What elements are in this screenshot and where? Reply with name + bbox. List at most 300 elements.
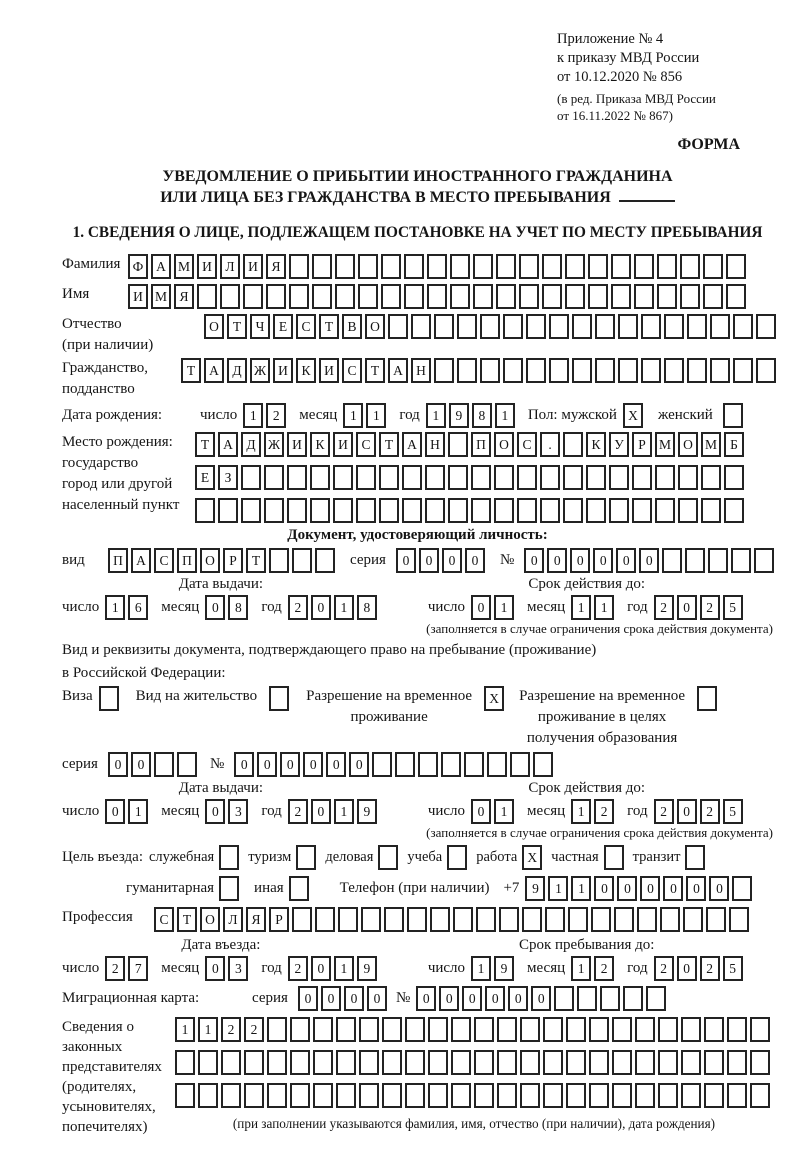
cell[interactable]: Е [273,314,293,339]
cell[interactable]: 1 [571,956,591,981]
cell[interactable]: О [678,432,698,457]
cell[interactable] [464,752,484,777]
cell[interactable] [220,284,240,309]
cell[interactable]: Л [223,907,243,932]
cell[interactable]: 0 [257,752,277,777]
purpose-transit-checkbox[interactable] [685,845,708,870]
cell[interactable] [496,284,516,309]
cell[interactable]: 9 [525,876,545,901]
cell[interactable] [503,358,523,383]
cell[interactable] [451,1050,471,1075]
cell[interactable] [710,314,730,339]
cell[interactable] [660,907,680,932]
cell[interactable] [450,254,470,279]
cell[interactable] [726,254,746,279]
cell[interactable]: 0 [485,986,505,1011]
cell[interactable]: 0 [677,956,697,981]
cell[interactable]: 0 [205,595,225,620]
cell[interactable] [657,254,677,279]
cell[interactable] [520,1017,540,1042]
cell[interactable]: И [319,358,339,383]
cell[interactable] [243,284,263,309]
cell[interactable] [336,1050,356,1075]
cell[interactable] [402,465,422,490]
cell[interactable]: О [200,907,220,932]
purpose-humanitarian-checkbox[interactable] [219,876,242,901]
cell[interactable]: 0 [303,752,323,777]
cell[interactable]: С [356,432,376,457]
cell[interactable]: М [174,254,194,279]
cell[interactable] [219,876,239,901]
cell[interactable] [292,907,312,932]
cell[interactable]: 0 [593,548,613,573]
cell[interactable] [378,845,398,870]
cell[interactable] [175,1083,195,1108]
identity-valid-month-cells[interactable] [571,595,617,620]
cell[interactable]: 0 [298,986,318,1011]
cell[interactable]: 5 [723,799,743,824]
cell[interactable]: Н [425,432,445,457]
cell[interactable] [678,498,698,523]
cell[interactable]: Н [411,358,431,383]
cell[interactable] [476,907,496,932]
cell[interactable] [519,254,539,279]
cell[interactable] [685,548,705,573]
cell[interactable]: 0 [442,548,462,573]
cell[interactable]: К [296,358,316,383]
cell[interactable] [99,686,119,711]
cell[interactable] [473,284,493,309]
cell[interactable]: 0 [131,752,151,777]
cell[interactable]: X [623,403,643,428]
cell[interactable]: 0 [416,986,436,1011]
cell[interactable]: Т [319,314,339,339]
cell[interactable]: 2 [288,956,308,981]
cell[interactable] [359,1083,379,1108]
cell[interactable] [595,314,615,339]
cell[interactable] [540,498,560,523]
cell[interactable]: 0 [396,548,416,573]
cell[interactable] [612,1050,632,1075]
migration-series-cells[interactable] [298,986,390,1011]
cell[interactable]: 1 [426,403,446,428]
cell[interactable] [474,1050,494,1075]
cell[interactable] [658,1017,678,1042]
cell[interactable]: З [218,465,238,490]
cell[interactable] [554,986,574,1011]
birthdate-year-cells[interactable] [426,403,518,428]
legal-reps-cells-row3[interactable] [175,1083,773,1108]
cell[interactable] [542,254,562,279]
cell[interactable] [358,254,378,279]
cell[interactable]: 0 [419,548,439,573]
residence-series-cells[interactable] [108,752,200,777]
cell[interactable]: 1 [105,595,125,620]
cell[interactable] [618,314,638,339]
cell[interactable] [637,907,657,932]
cell[interactable] [710,358,730,383]
cell[interactable] [361,907,381,932]
cell[interactable] [177,752,197,777]
cell[interactable]: 0 [108,752,128,777]
cell[interactable] [425,498,445,523]
cell[interactable] [428,1083,448,1108]
cell[interactable] [474,1017,494,1042]
cell[interactable]: И [197,254,217,279]
identity-valid-day-cells[interactable] [471,595,517,620]
cell[interactable] [269,686,289,711]
cell[interactable] [572,358,592,383]
cell[interactable] [427,254,447,279]
cell[interactable]: А [388,358,408,383]
cell[interactable]: Д [227,358,247,383]
cell[interactable] [646,986,666,1011]
cell[interactable] [379,465,399,490]
cell[interactable] [221,1083,241,1108]
cell[interactable]: 0 [439,986,459,1011]
cell[interactable] [678,465,698,490]
cell[interactable]: У [609,432,629,457]
cell[interactable]: 1 [494,799,514,824]
cell[interactable]: 3 [228,956,248,981]
cell[interactable] [732,876,752,901]
cell[interactable]: Т [365,358,385,383]
cell[interactable] [754,548,774,573]
cell[interactable]: Я [266,254,286,279]
cell[interactable] [496,254,516,279]
cell[interactable]: 1 [128,799,148,824]
cell[interactable] [453,907,473,932]
cell[interactable]: 1 [334,799,354,824]
identity-number-cells[interactable] [524,548,777,573]
cell[interactable] [526,358,546,383]
cell[interactable] [269,548,289,573]
cell[interactable] [289,284,309,309]
visa-checkbox[interactable] [99,686,122,711]
cell[interactable] [563,432,583,457]
cell[interactable] [267,1083,287,1108]
cell[interactable] [520,1083,540,1108]
legal-reps-cells-row1[interactable] [175,1017,773,1042]
cell[interactable] [290,1083,310,1108]
purpose-tourism-checkbox[interactable] [296,845,319,870]
cell[interactable]: 0 [471,595,491,620]
cell[interactable]: 2 [105,956,125,981]
cell[interactable] [356,498,376,523]
cell[interactable] [609,498,629,523]
cell[interactable] [604,845,624,870]
cell[interactable]: С [517,432,537,457]
profession-cells[interactable] [154,907,752,932]
cell[interactable] [336,1017,356,1042]
entry-year-cells[interactable] [288,956,380,981]
cell[interactable]: О [200,548,220,573]
cell[interactable]: 2 [244,1017,264,1042]
cell[interactable] [264,465,284,490]
cell[interactable]: 2 [700,956,720,981]
cell[interactable]: М [701,432,721,457]
birthdate-month-cells[interactable] [343,403,389,428]
cell[interactable]: 1 [334,595,354,620]
cell[interactable] [662,548,682,573]
cell[interactable]: X [484,686,504,711]
cell[interactable]: А [402,432,422,457]
cell[interactable] [704,1017,724,1042]
cell[interactable] [494,465,514,490]
cell[interactable] [195,498,215,523]
cell[interactable] [680,284,700,309]
cell[interactable]: 1 [548,876,568,901]
cell[interactable] [680,254,700,279]
cell[interactable] [540,465,560,490]
cell[interactable]: Р [632,432,652,457]
cell[interactable]: 2 [288,595,308,620]
cell[interactable]: С [154,907,174,932]
cell[interactable]: Т [177,907,197,932]
cell[interactable]: Ф [128,254,148,279]
cell[interactable]: М [655,432,675,457]
cell[interactable]: И [273,358,293,383]
cell[interactable]: 0 [205,956,225,981]
cell[interactable]: Д [241,432,261,457]
residence-issue-day-cells[interactable] [105,799,151,824]
cell[interactable] [434,314,454,339]
cell[interactable] [566,1017,586,1042]
cell[interactable] [402,498,422,523]
cell[interactable] [563,498,583,523]
cell[interactable]: 2 [221,1017,241,1042]
cell[interactable]: Я [174,284,194,309]
cell[interactable] [750,1017,770,1042]
cell[interactable]: 0 [326,752,346,777]
cell[interactable] [612,1017,632,1042]
temp-residence-checkbox[interactable] [484,686,507,711]
cell[interactable]: И [243,254,263,279]
cell[interactable] [451,1083,471,1108]
birthdate-day-cells[interactable] [243,403,289,428]
birthplace-cells-row2[interactable] [195,465,747,490]
cell[interactable] [520,1050,540,1075]
identity-valid-year-cells[interactable] [654,595,746,620]
cell[interactable] [244,1050,264,1075]
cell[interactable]: 6 [128,595,148,620]
cell[interactable] [388,314,408,339]
cell[interactable]: Ч [250,314,270,339]
cell[interactable] [697,686,717,711]
cell[interactable] [681,1050,701,1075]
cell[interactable] [634,284,654,309]
cell[interactable]: 0 [686,876,706,901]
cell[interactable] [405,1017,425,1042]
cell[interactable]: О [494,432,514,457]
cell[interactable] [543,1017,563,1042]
cell[interactable]: . [540,432,560,457]
cell[interactable] [542,284,562,309]
cell[interactable]: 0 [709,876,729,901]
cell[interactable]: 1 [594,595,614,620]
identity-issue-day-cells[interactable] [105,595,151,620]
cell[interactable] [310,465,330,490]
entry-month-cells[interactable] [205,956,251,981]
cell[interactable] [358,284,378,309]
cell[interactable] [701,498,721,523]
cell[interactable]: 1 [571,595,591,620]
cell[interactable] [313,1017,333,1042]
cell[interactable] [154,752,174,777]
cell[interactable] [614,907,634,932]
cell[interactable]: 1 [495,403,515,428]
sex-female-checkbox[interactable] [723,403,746,428]
stay-year-cells[interactable] [654,956,746,981]
cell[interactable] [448,432,468,457]
cell[interactable] [632,498,652,523]
cell[interactable] [451,1017,471,1042]
cell[interactable]: 0 [524,548,544,573]
cell[interactable] [457,314,477,339]
cell[interactable]: 1 [494,595,514,620]
purpose-private-checkbox[interactable] [604,845,627,870]
cell[interactable]: 0 [677,799,697,824]
cell[interactable]: 0 [663,876,683,901]
cell[interactable] [566,1083,586,1108]
cell[interactable] [287,465,307,490]
cell[interactable] [589,1017,609,1042]
cell[interactable] [198,1050,218,1075]
cell[interactable] [635,1083,655,1108]
cell[interactable]: 5 [723,595,743,620]
cell[interactable]: К [586,432,606,457]
cell[interactable] [289,876,309,901]
cell[interactable]: 0 [311,799,331,824]
cell[interactable]: 1 [366,403,386,428]
cell[interactable] [658,1050,678,1075]
cell[interactable] [632,465,652,490]
sex-male-checkbox[interactable] [623,403,646,428]
cell[interactable] [175,1050,195,1075]
entry-day-cells[interactable] [105,956,151,981]
cell[interactable]: 1 [571,876,591,901]
cell[interactable]: Р [269,907,289,932]
cell[interactable] [338,907,358,932]
cell[interactable] [480,358,500,383]
cell[interactable]: 0 [367,986,387,1011]
cell[interactable]: Т [379,432,399,457]
cell[interactable] [750,1083,770,1108]
cell[interactable] [641,358,661,383]
cell[interactable] [287,498,307,523]
cell[interactable] [384,907,404,932]
cell[interactable]: 5 [723,956,743,981]
purpose-other-checkbox[interactable] [289,876,312,901]
cell[interactable] [657,284,677,309]
cell[interactable] [517,465,537,490]
cell[interactable] [447,845,467,870]
cell[interactable] [731,548,751,573]
cell[interactable] [729,907,749,932]
cell[interactable] [382,1017,402,1042]
cell[interactable] [497,1083,517,1108]
migration-number-cells[interactable] [416,986,669,1011]
identity-issue-month-cells[interactable] [205,595,251,620]
cell[interactable]: С [154,548,174,573]
cell[interactable]: 0 [311,956,331,981]
cell[interactable] [494,498,514,523]
identity-series-cells[interactable] [396,548,488,573]
cell[interactable] [264,498,284,523]
cell[interactable] [487,752,507,777]
cell[interactable] [395,752,415,777]
cell[interactable] [503,314,523,339]
purpose-business-checkbox[interactable] [378,845,401,870]
cell[interactable] [315,907,335,932]
residence-valid-day-cells[interactable] [471,799,517,824]
cell[interactable]: 0 [594,876,614,901]
cell[interactable] [441,752,461,777]
cell[interactable] [533,752,553,777]
cell[interactable] [450,284,470,309]
cell[interactable] [448,498,468,523]
cell[interactable]: Т [227,314,247,339]
cell[interactable] [381,284,401,309]
cell[interactable] [267,1017,287,1042]
cell[interactable] [434,358,454,383]
cell[interactable] [588,284,608,309]
cell[interactable] [497,1050,517,1075]
cell[interactable] [289,254,309,279]
cell[interactable]: 9 [357,799,377,824]
cell[interactable] [756,358,776,383]
cell[interactable]: П [471,432,491,457]
cell[interactable] [726,284,746,309]
residence-permit-checkbox[interactable] [269,686,292,711]
cell[interactable] [405,1050,425,1075]
cell[interactable]: Ж [250,358,270,383]
cell[interactable] [335,254,355,279]
cell[interactable]: 1 [343,403,363,428]
cell[interactable] [292,548,312,573]
cell[interactable]: 9 [357,956,377,981]
cell[interactable]: 8 [228,595,248,620]
cell[interactable] [290,1050,310,1075]
cell[interactable] [241,498,261,523]
cell[interactable] [480,314,500,339]
cell[interactable]: А [151,254,171,279]
cell[interactable]: 0 [677,595,697,620]
cell[interactable] [543,1050,563,1075]
cell[interactable] [685,845,705,870]
cell[interactable] [430,907,450,932]
cell[interactable] [565,284,585,309]
cell[interactable]: 2 [700,799,720,824]
cell[interactable] [404,254,424,279]
cell[interactable]: Ж [264,432,284,457]
cell[interactable]: 0 [471,799,491,824]
cell[interactable] [241,465,261,490]
cell[interactable] [600,986,620,1011]
cell[interactable] [727,1050,747,1075]
cell[interactable] [244,1083,264,1108]
cell[interactable] [425,465,445,490]
cell[interactable] [312,254,332,279]
cell[interactable] [658,1083,678,1108]
cell[interactable] [655,465,675,490]
cell[interactable]: 1 [334,956,354,981]
purpose-work-checkbox[interactable] [522,845,545,870]
cell[interactable] [497,1017,517,1042]
cell[interactable]: А [131,548,151,573]
cell[interactable] [519,284,539,309]
cell[interactable]: 0 [508,986,528,1011]
